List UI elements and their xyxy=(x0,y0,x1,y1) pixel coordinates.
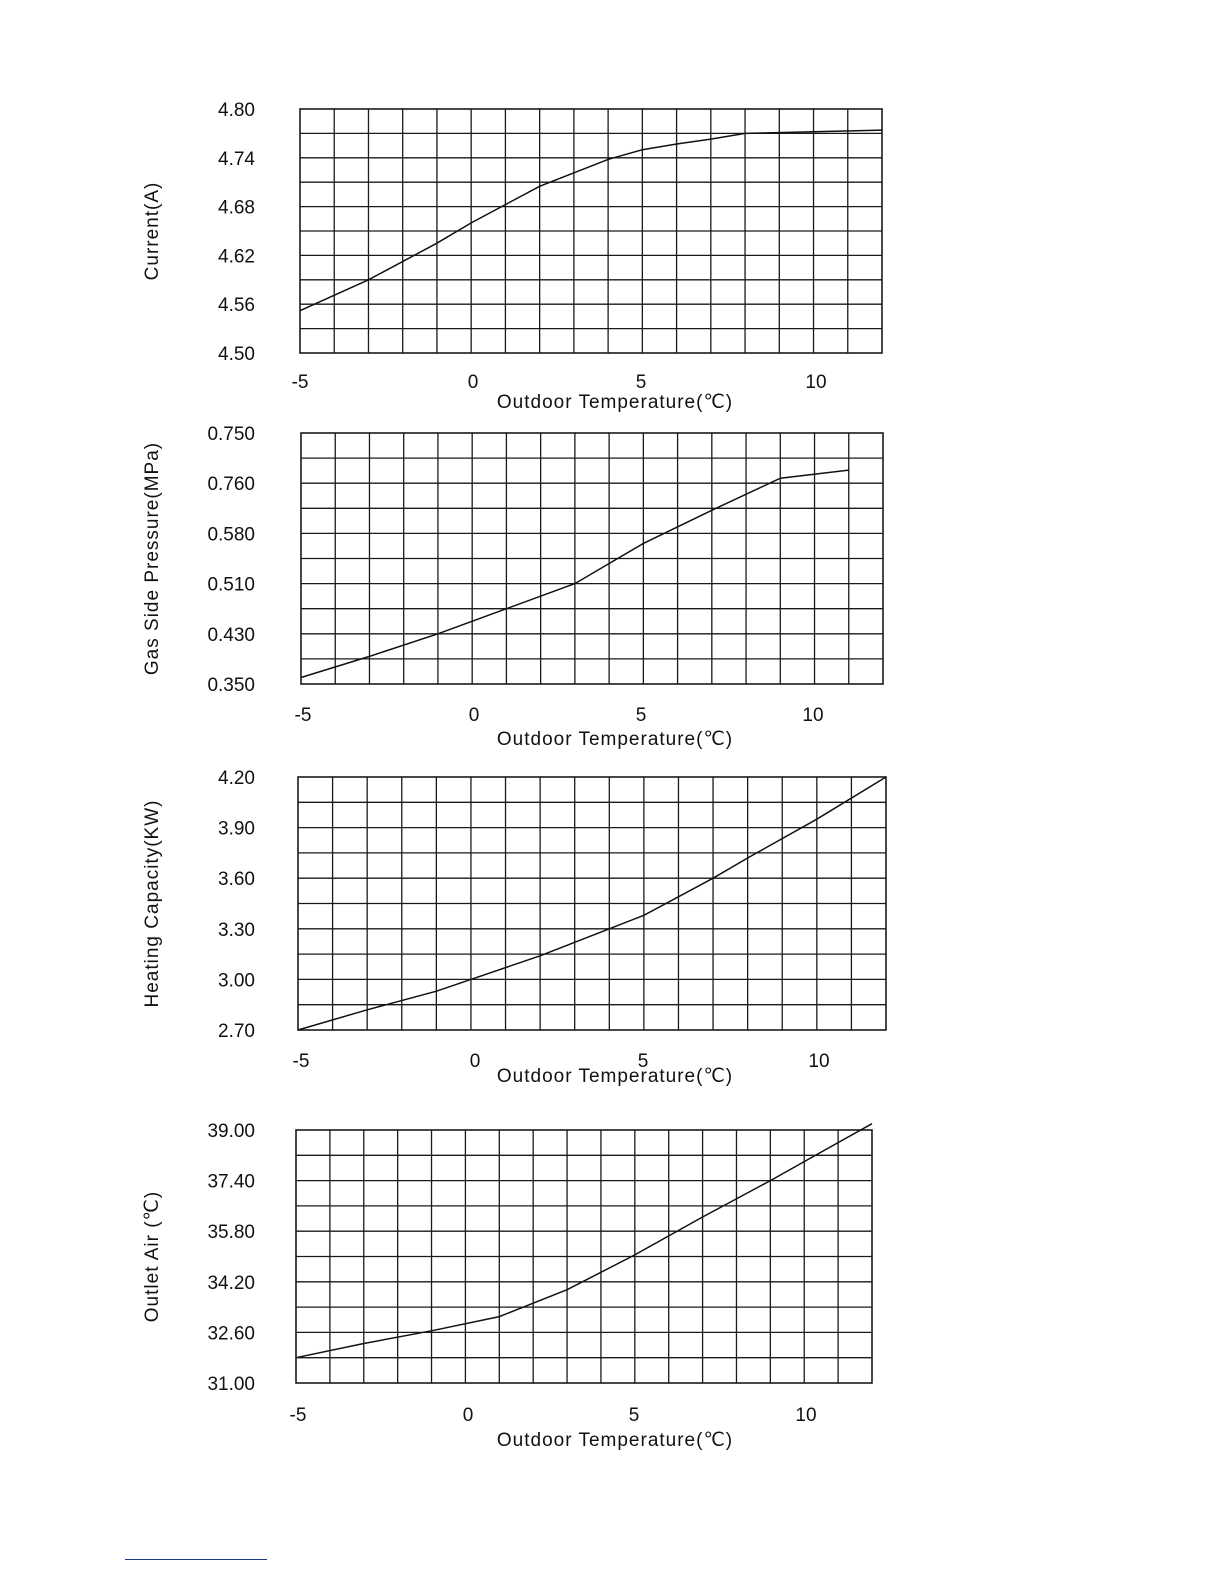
outlet-air-y-tick: 32.60 xyxy=(207,1323,255,1345)
current-y-tick: 4.62 xyxy=(218,246,255,268)
gas-pressure-y-ticks xyxy=(207,424,255,696)
heating-capacity-y-tick: 2.70 xyxy=(218,1021,255,1042)
heating-capacity-y-tick: 3.90 xyxy=(218,818,255,840)
gas-pressure-x-ticks xyxy=(295,705,824,726)
current-grid xyxy=(300,109,882,353)
outlet-air-y-tick: 37.40 xyxy=(207,1171,255,1193)
current-y-axis-label: Current(A) xyxy=(142,181,163,281)
heating-capacity-y-tick: 3.00 xyxy=(218,970,255,992)
heating-capacity-y-ticks xyxy=(218,768,255,1042)
outlet-air-x-tick: 0 xyxy=(462,1405,474,1426)
outlet-air-y-tick: 31.00 xyxy=(207,1374,255,1395)
heating-capacity-x-tick: -5 xyxy=(292,1051,310,1072)
current-y-tick: 4.74 xyxy=(218,148,255,170)
current-y-tick: 4.56 xyxy=(218,295,255,317)
gas-pressure-x-axis-label: Outdoor Temperature(℃) xyxy=(496,729,734,750)
gas-pressure-y-axis-label: Gas Side Pressure(MPa) xyxy=(142,441,163,676)
heating-capacity-x-tick: 5 xyxy=(637,1051,649,1072)
heating-capacity-x-tick: 0 xyxy=(469,1051,481,1072)
outlet-air-x-tick: -5 xyxy=(289,1405,307,1426)
outlet-air-grid xyxy=(296,1130,872,1383)
gas-pressure-y-tick: 0.750 xyxy=(207,424,255,445)
gas-pressure-grid xyxy=(301,433,883,684)
heating-capacity-y-tick: 3.30 xyxy=(218,919,255,941)
outlet-air-x-axis-label: Outdoor Temperature(℃) xyxy=(496,1430,734,1451)
current-x-axis-label: Outdoor Temperature(℃) xyxy=(496,392,734,413)
outlet-air-x-tick: 10 xyxy=(795,1405,817,1426)
gas-pressure-x-tick: 10 xyxy=(802,705,824,726)
gas-pressure-y-tick: 0.350 xyxy=(207,675,255,696)
outlet-air-y-tick: 39.00 xyxy=(207,1121,255,1142)
current-y-tick: 4.50 xyxy=(218,344,255,365)
outlet-air-x-ticks xyxy=(290,1405,817,1426)
heating-capacity-y-axis-label: Heating Capacity(KW) xyxy=(142,799,163,1008)
outlet-air-line xyxy=(296,1124,872,1358)
outlet-air-chart xyxy=(142,1121,872,1451)
heating-capacity-y-tick: 3.60 xyxy=(218,869,255,891)
outlet-air-x-tick: 5 xyxy=(628,1405,640,1426)
gas-pressure-x-tick: 0 xyxy=(468,705,480,726)
current-y-tick: 4.68 xyxy=(218,197,255,219)
gas-pressure-y-tick: 0.510 xyxy=(207,574,255,596)
current-y-ticks xyxy=(218,100,255,365)
heating-capacity-x-axis-label: Outdoor Temperature(℃) xyxy=(496,1066,734,1087)
outlet-air-y-axis-label: Outlet Air (℃) xyxy=(142,1190,163,1323)
gas-pressure-y-tick: 0.580 xyxy=(207,524,255,546)
heating-capacity-y-tick: 4.20 xyxy=(218,768,255,789)
current-x-tick: 5 xyxy=(635,372,647,393)
gas-pressure-chart xyxy=(142,424,883,750)
heating-capacity-x-tick: 10 xyxy=(808,1051,830,1072)
outlet-air-y-ticks xyxy=(207,1121,255,1395)
current-x-tick: 10 xyxy=(805,372,827,393)
heating-capacity-chart xyxy=(142,768,886,1087)
gas-pressure-x-tick: 5 xyxy=(635,705,647,726)
current-chart xyxy=(142,100,882,413)
outlet-air-y-tick: 34.20 xyxy=(207,1272,255,1294)
current-y-tick: 4.80 xyxy=(218,100,255,121)
gas-pressure-y-tick: 0.760 xyxy=(207,474,255,496)
outlet-air-y-tick: 35.80 xyxy=(207,1222,255,1244)
gas-pressure-x-tick: -5 xyxy=(294,705,312,726)
footnote-separator xyxy=(125,1559,267,1560)
heating-capacity-grid xyxy=(298,777,886,1030)
gas-pressure-y-tick: 0.430 xyxy=(207,624,255,646)
current-x-ticks xyxy=(292,372,827,393)
current-x-tick: -5 xyxy=(291,372,309,393)
current-x-tick: 0 xyxy=(467,372,479,393)
